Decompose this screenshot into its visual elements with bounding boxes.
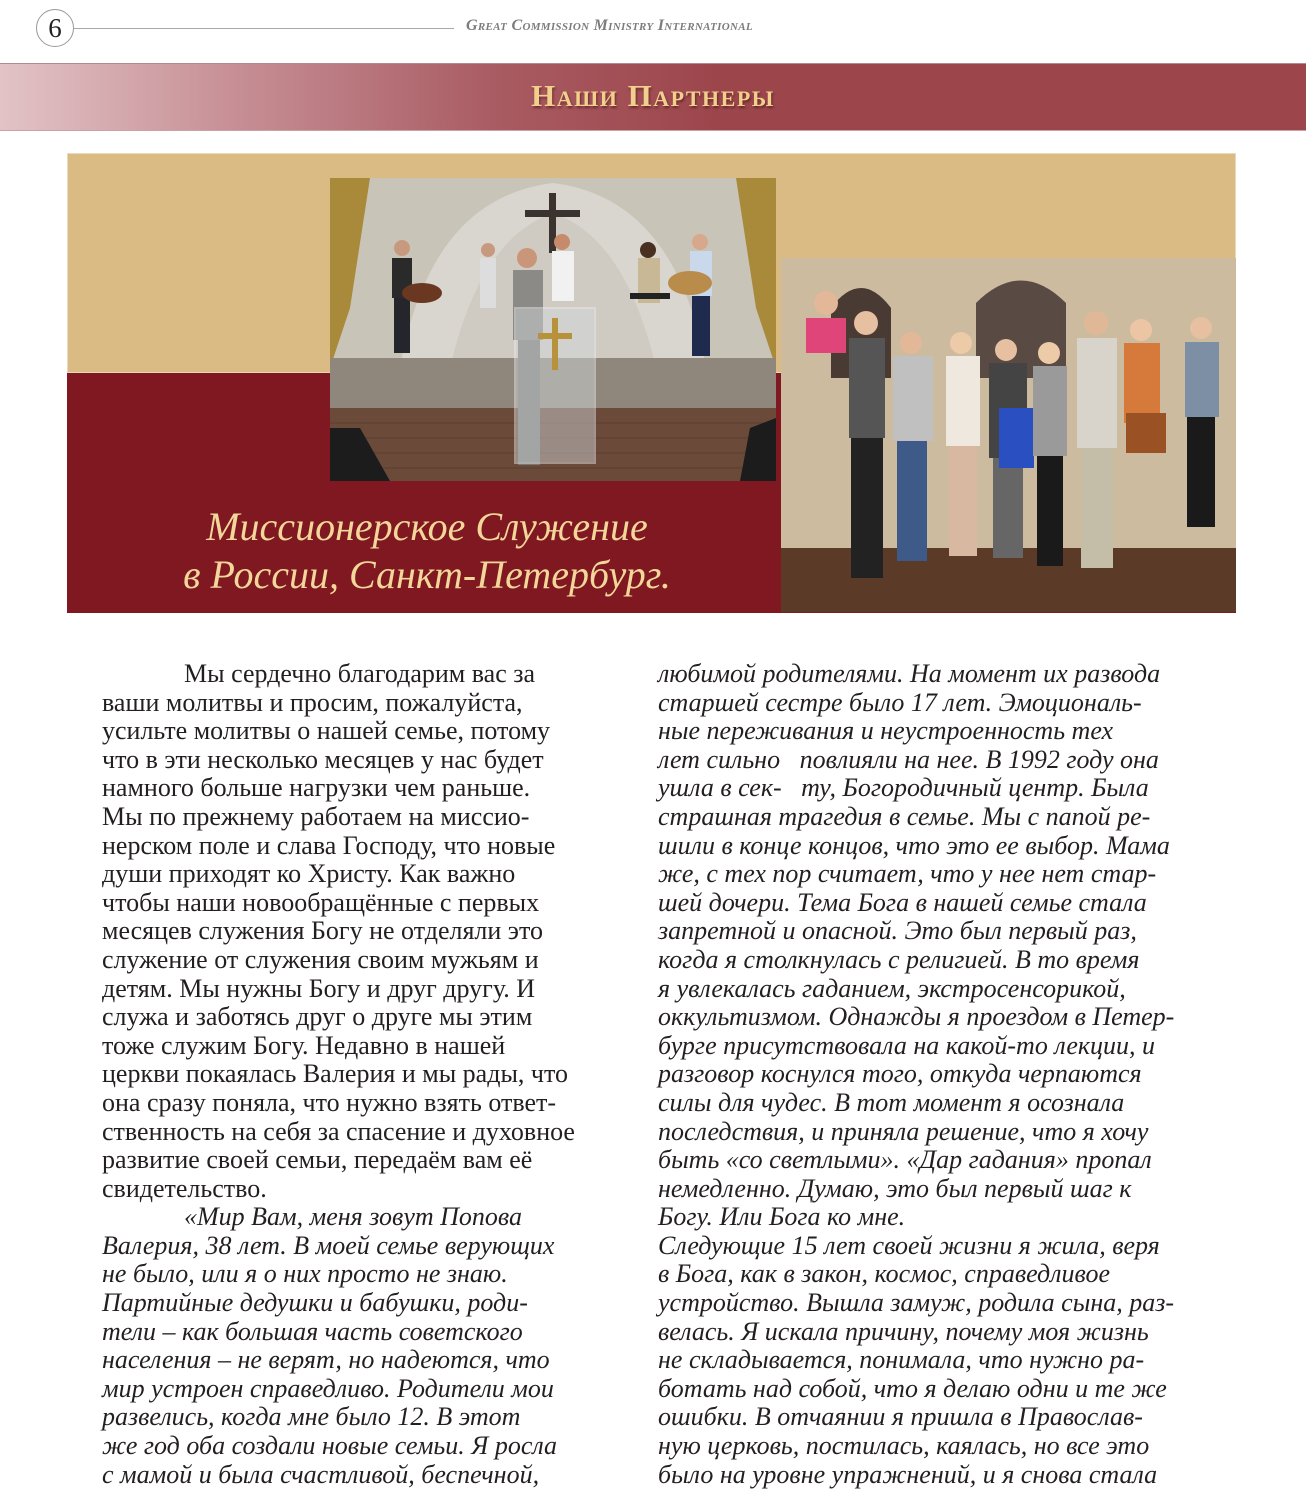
testimony-line: шей дочери. Тема Бога в нашей семье стала [658, 887, 1147, 917]
article-left-column [102, 660, 627, 1489]
testimony-line: Следующие 15 лет своей жизни я жила, веря [658, 1230, 1160, 1260]
paragraph-line: души приходят ко Христу. Как важно [102, 859, 516, 889]
testimony-line: было на уровне упражнений, и я снова стала [658, 1459, 1158, 1489]
paragraph-line: Мы сердечно благодарим вас за [184, 659, 536, 688]
testimony-line: когда я столкнулась с религией. В то время [658, 944, 1140, 974]
testimony-line: не складывается, понимала, что нужно ра- [658, 1345, 1145, 1375]
page-number [36, 9, 74, 47]
testimony-line: «Мир Вам, меня зовут Попова [184, 1202, 523, 1232]
testimony-line: ошибки. В отчаянии я пришла в Православ- [658, 1402, 1143, 1432]
testimony-line: же, с тех пор считает, что у нее нет стар- [658, 859, 1157, 889]
testimony-line: ботать над собой, что я делаю одни и те же [658, 1373, 1167, 1403]
testimony-line: оккультизмом. Однажды я проездом в Петер- [658, 1002, 1175, 1032]
running-title: Great Commission Ministry International [466, 17, 753, 34]
testimony-line: с мамой и была счастливой, беспечной, [102, 1459, 540, 1489]
paragraph-line: ваши молитвы и просим, пожалуйста, [102, 687, 523, 717]
paragraph-line: тоже служим Богу. Недавно в нашей [102, 1030, 506, 1060]
testimony-line: ную церковь, постилась, каялась, но все это [658, 1431, 1150, 1461]
testimony-line: старшей сестре было 17 лет. Эмоциональ- [658, 687, 1142, 717]
header-rule [74, 28, 454, 29]
hero-caption-line-2: в России, Санкт-Петербург. [183, 552, 671, 597]
section-band [0, 63, 1306, 131]
paragraph-line: она сразу поняла, что нужно взять ответ- [102, 1087, 557, 1117]
article-right-column [658, 660, 1238, 1489]
paragraph-line: чтобы наши новообращённые с первых [102, 887, 540, 917]
paragraph-line: Мы по прежнему работаем на миссио- [102, 801, 530, 831]
testimony-line: же год оба создали новые семьи. Я росла [102, 1431, 558, 1461]
testimony-line: тели – как большая часть советского [102, 1316, 523, 1346]
testimony-line: я увлекалась гаданием, экстросенсорикой, [658, 973, 1126, 1003]
testimony-line: в Бога, как в закон, космос, справедливое [658, 1259, 1110, 1289]
testimony-line: Валерия, 38 лет. В моей семье верующих [102, 1230, 555, 1260]
hero-caption [97, 503, 757, 599]
testimony-line: силы для чудес. В тот момент я осознала [658, 1087, 1125, 1117]
paragraph-line: намного больше нагрузки чем раньше. [102, 773, 531, 803]
testimony-line: Партийные дедушки и бабушки, роди- [102, 1288, 528, 1318]
paragraph-line: нерском поле и слава Господу, что новые [102, 830, 556, 860]
testimony-line: бурге присутствовала на какой-то лекции, и [658, 1030, 1156, 1060]
testimony-line: развелись, когда мне было 12. В этот [102, 1402, 521, 1432]
testimony-line: страшная трагедия в семье. Мы с папой ре- [658, 801, 1151, 831]
testimony-line: последствия, и приняла решение, что я хочу [658, 1116, 1149, 1146]
testimony-line: мир устроен справедливо. Родители мои [102, 1373, 554, 1403]
paragraph-line: свидетельство. [102, 1173, 267, 1203]
testimony-line: немедленно. Думаю, это был первый шаг к [658, 1173, 1132, 1203]
testimony-line: запретной и опасной. Это был первый раз, [658, 916, 1137, 946]
paragraph-line: служа и заботясь друг о друге мы этим [102, 1002, 533, 1032]
testimony-line: не было, или я о них просто не знаю. [102, 1259, 508, 1289]
paragraph-line: месяцев служения Богу не отделяли это [102, 916, 543, 946]
paragraph-line: церкви покаялась Валерия и мы рады, что [102, 1059, 569, 1089]
paragraph-line: усильте молитвы о нашей семье, потому [102, 716, 551, 746]
testimony-line: разговор коснулся того, откуда черпаются [658, 1059, 1142, 1089]
testimony-line: Богу. Или Бога ко мне. [658, 1202, 906, 1232]
paragraph-line: развитие своей семьи, передаём вам её [102, 1145, 533, 1175]
paragraph-line: что в эти несколько месяцев у нас будет [102, 744, 544, 774]
testimony-line: велась. Я искала причину, почему моя жизнь [658, 1316, 1149, 1346]
testimony-line: ные переживания и неустроенность тех [658, 716, 1114, 746]
hero-caption-line-1: Миссионерское Служение [206, 504, 648, 549]
testimony-line: устройство. Вышла замуж, родила сына, раз- [658, 1288, 1175, 1318]
testimony-line: шили в конце концов, что это ее выбор. Мама [658, 830, 1170, 860]
paragraph-line: детям. Мы нужны Богу и друг другу. И [102, 973, 535, 1003]
group-photo-illustration [781, 258, 1236, 612]
stage-photo-illustration [330, 178, 776, 481]
testimony-line: ушла в сек- ту, Богородичный центр. Была [658, 773, 1149, 803]
paragraph-line: служение от служения своим мужьям и [102, 944, 539, 974]
section-title: Наши Партнеры [531, 78, 775, 113]
testimony-line: лет сильно повлияли на нее. В 1992 году она [658, 744, 1159, 774]
testimony-line: быть «со светлыми». «Дар гадания» пропал [658, 1145, 1152, 1175]
testimony-line: населения – не верят, но надеются, что [102, 1345, 550, 1375]
page-number-text: 6 [48, 12, 62, 43]
paragraph-line: ственность на себя за спасение и духовное [102, 1116, 575, 1146]
youth-group-photo [781, 258, 1236, 612]
stage-worship-photo [330, 178, 776, 481]
testimony-line: любимой родителями. На момент их развода [658, 659, 1161, 688]
